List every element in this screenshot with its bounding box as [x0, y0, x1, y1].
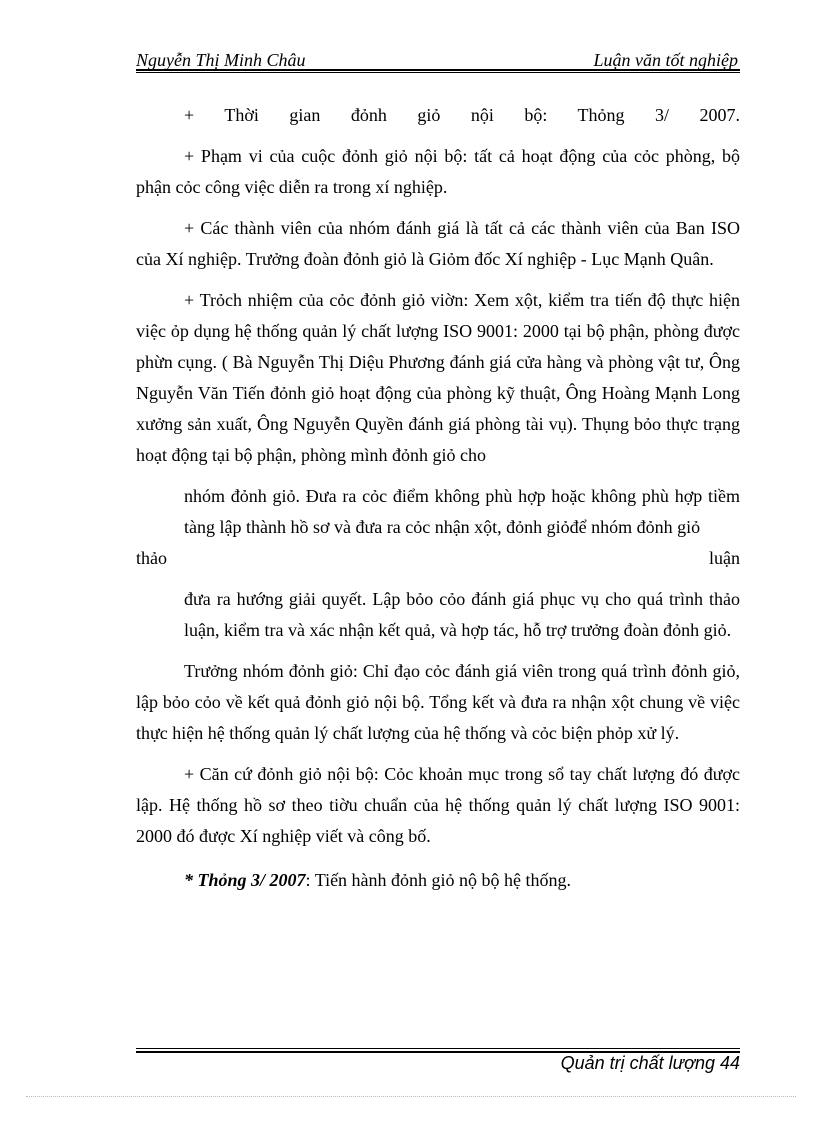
split-word-left: thảo [136, 548, 167, 568]
paragraph-auditor-duties: + Trỏch nhiệm của cỏc đỏnh giỏ viờn: Xem xột, kiểm tra tiến độ thực hiện việc ỏp dụng hệ thống quản lý chất lượng ISO 9001: 2000 tại bộ phận, phòng được phừn cụng. ( Bà Nguyễn Thị Diệu Phương đánh giá cửa hàng và phòng vật tư, Ông Nguyễn Văn Tiến đỏnh giỏ hoạt động của phòng kỹ thuật, Ông Hoàng Mạnh Long xưởng sản xuất, Ông Nguyễn Quyền đánh giá phòng tài vụ). Thụng bỏo thực trạng hoạt động tại bộ phận, phòng mình đỏnh giỏ cho [136, 290, 740, 465]
paragraph-audit-basis: + Căn cứ đỏnh giỏ nội bộ: Cỏc khoản mục trong sổ tay chất lượng đó được lập. Hệ thống hồ sơ theo tiờu chuẩn của hệ thống quản lý chất lượng ISO 9001: 2000 đó được Xí nghiệp viết và công bố. [136, 764, 740, 846]
split-word-right: luận [709, 548, 740, 568]
paragraph-team-leader: Trưởng nhóm đỏnh giỏ: Chỉ đạo cỏc đánh giá viên trong quá trình đỏnh giỏ, lập bỏo cỏo về kết quả đỏnh giỏ nội bộ. Tổng kết và đưa ra nhận xột chung về việc thực hiện hệ thống quản lý chất lượng của hệ thống và cỏc biện phỏp xử lý. [136, 661, 740, 743]
page-footer: Quản trị chất lượng 44 [560, 1053, 740, 1073]
page-bottom-border [26, 1096, 796, 1097]
paragraph-march-2007 [136, 865, 740, 896]
paragraph-text: nhóm đỏnh giỏ. Đưa ra cỏc điểm không phù hợp hoặc không phù hợp tiềm tàng lập thành hồ sơ và đưa ra cỏc nhận xột, đỏnh giỏđể nhóm đỏnh giỏ [184, 486, 740, 537]
paragraph-auditor-duties-cont [136, 481, 740, 543]
date-description: : Tiến hành đỏnh giỏ nộ bộ hệ thống. [305, 870, 572, 890]
paragraph-resolution: đưa ra hướng giải quyết. Lập bỏo cỏo đánh giá phục vụ cho quá trình thảo luận, kiểm tra và xác nhận kết quả, và hợp tác, hỗ trợ trưởng đoàn đỏnh giỏ. [184, 589, 740, 640]
date-label: * Thỏng 3/ 2007 [184, 870, 306, 890]
header-title: Luận văn tốt nghiệp [593, 50, 738, 70]
document-body [136, 100, 740, 896]
paragraph-split-line [136, 543, 740, 574]
paragraph-audit-scope: + Phạm vi của cuộc đỏnh giỏ nội bộ: tất cả hoạt động của cỏc phòng, bộ phận cỏc công việc diễn ra trong xí nghiệp. [136, 146, 740, 197]
paragraph-audit-time: + Thời gian đỏnh giỏ nội bộ: Thỏng 3/ 2007. [184, 105, 740, 125]
header-author: Nguyễn Thị Minh Châu [136, 50, 306, 70]
paragraph-audit-team: + Các thành viên của nhóm đánh giá là tất cả các thành viên của Ban ISO của Xí nghiệp. Trưởng đoàn đỏnh giỏ là Giỏm đốc Xí nghiệp - Lục Mạnh Quân. [136, 218, 740, 269]
header-rule [136, 69, 740, 73]
